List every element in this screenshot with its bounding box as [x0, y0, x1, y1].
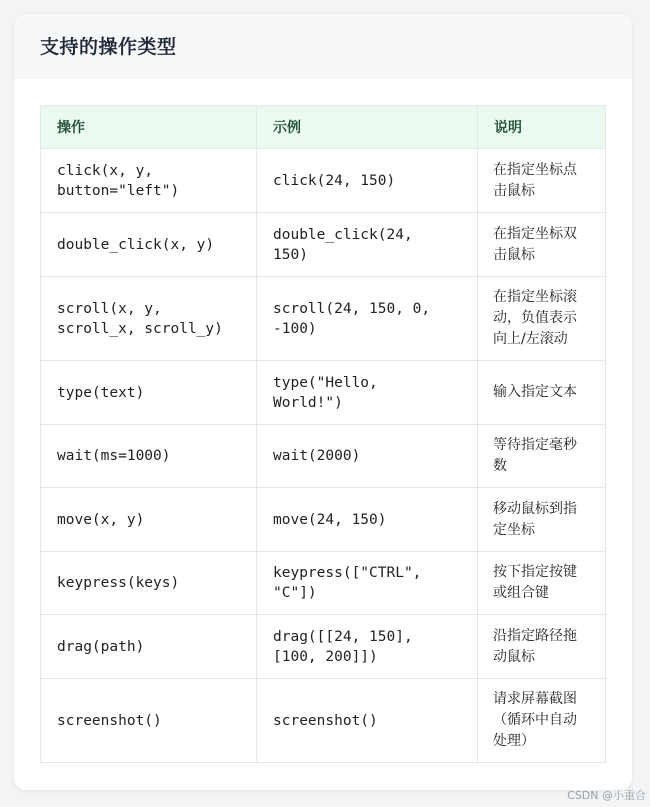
table-row [41, 361, 606, 425]
operation-cell: keypress(keys) [41, 552, 257, 615]
table-row [41, 679, 606, 763]
example-cell: type("Hello, World!") [257, 361, 478, 425]
operation-cell: double_click(x, y) [41, 213, 257, 277]
description-cell: 请求屏幕截图 （循环中自动 处理） [478, 679, 606, 763]
operation-cell: wait(ms=1000) [41, 425, 257, 488]
description-cell: 移动鼠标到指 定坐标 [478, 488, 606, 552]
operation-cell: type(text) [41, 361, 257, 425]
example-cell: click(24, 150) [257, 149, 478, 213]
description-cell: 输入指定文本 [478, 361, 606, 425]
table-row [41, 488, 606, 552]
table-row [41, 277, 606, 361]
description-cell: 在指定坐标双 击鼠标 [478, 213, 606, 277]
watermark: CSDN @小重合 [567, 789, 646, 802]
example-cell: move(24, 150) [257, 488, 478, 552]
example-cell: wait(2000) [257, 425, 478, 488]
table-row [41, 149, 606, 213]
operations-card [14, 14, 632, 790]
example-cell: drag([[24, 150], [100, 200]]) [257, 615, 478, 679]
operation-cell: click(x, y, button="left") [41, 149, 257, 213]
operation-cell: move(x, y) [41, 488, 257, 552]
description-cell: 等待指定毫秒 数 [478, 425, 606, 488]
description-cell: 沿指定路径拖 动鼠标 [478, 615, 606, 679]
example-cell: keypress(["CTRL", "C"]) [257, 552, 478, 615]
page-title: 支持的操作类型 [40, 36, 177, 58]
example-cell: double_click(24, 150) [257, 213, 478, 277]
example-cell: scroll(24, 150, 0, -100) [257, 277, 478, 361]
table-row [41, 552, 606, 615]
table-row [41, 213, 606, 277]
table-row [41, 615, 606, 679]
operation-cell: drag(path) [41, 615, 257, 679]
description-cell: 在指定坐标点 击鼠标 [478, 149, 606, 213]
operation-cell: scroll(x, y, scroll_x, scroll_y) [41, 277, 257, 361]
operations-table [40, 105, 606, 763]
card-header [14, 14, 632, 78]
header-operation: 操作 [41, 106, 257, 149]
description-cell: 在指定坐标滚 动，负值表示 向上/左滚动 [478, 277, 606, 361]
description-cell: 按下指定按键 或组合键 [478, 552, 606, 615]
example-cell: screenshot() [257, 679, 478, 763]
header-description: 说明 [478, 106, 606, 149]
table-header-row [41, 106, 606, 149]
header-example: 示例 [257, 106, 478, 149]
operation-cell: screenshot() [41, 679, 257, 763]
table-row [41, 425, 606, 488]
